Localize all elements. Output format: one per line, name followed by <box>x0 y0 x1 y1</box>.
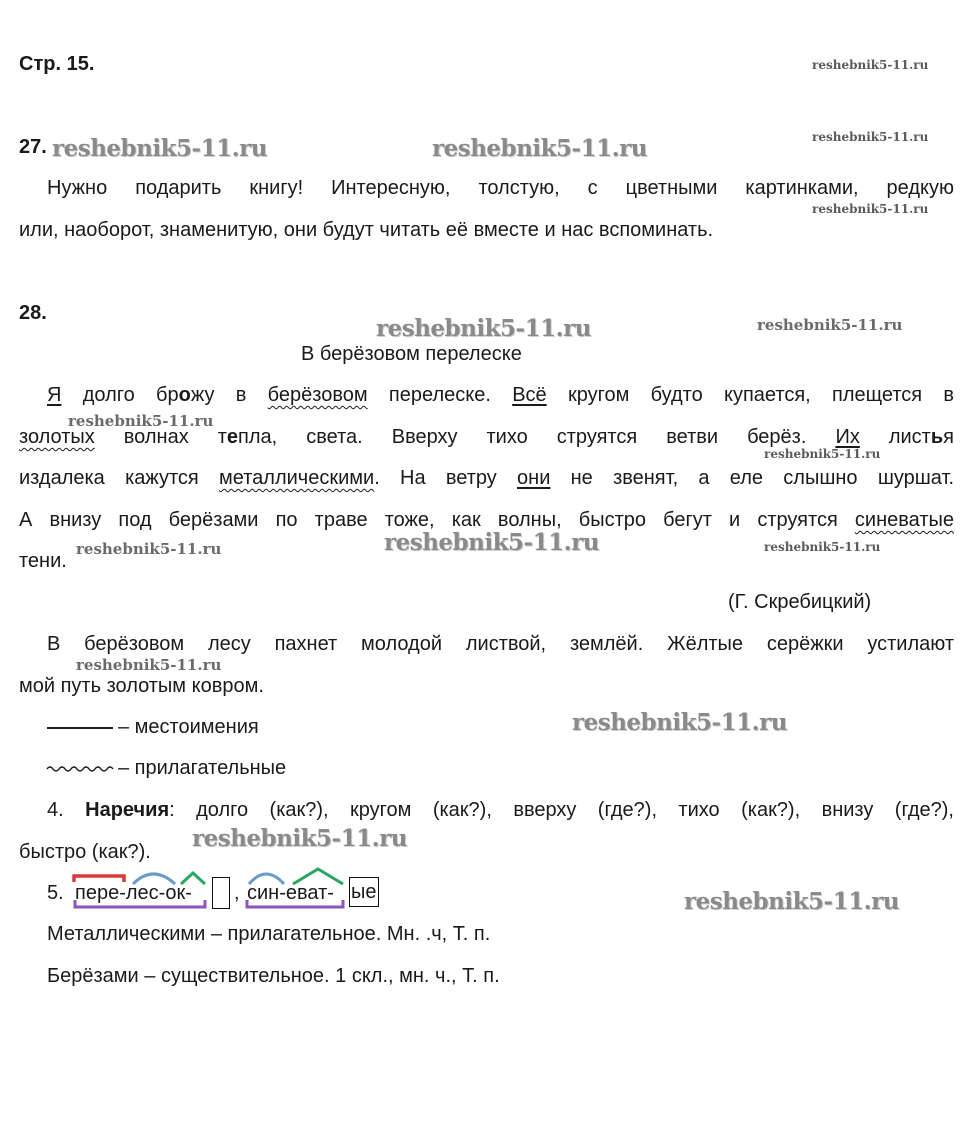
watermark: reshebnik5-11.ru <box>384 529 599 556</box>
ending-box: ые <box>349 877 379 907</box>
watermark: reshebnik5-11.ru <box>572 709 787 736</box>
pronoun: они <box>517 467 551 489</box>
ex27-line-1: Нужно подарить книгу! Интересную, толстую, с цветными картинками, редкую <box>47 177 954 199</box>
line-metallicheskimi: Металлическими – прилагательное. Мн. .ч, Т. п. <box>47 923 491 945</box>
watermark: reshebnik5-11.ru <box>376 315 591 342</box>
legend-adjectives: – прилагательные <box>118 757 287 779</box>
item-4-line-1: 4. Наречия: долго (как?), кругом (как?), вверху (где?), тихо (как?), внизу (где?), <box>47 799 954 821</box>
extra-line-2: мой путь золотым ковром. <box>19 675 264 697</box>
adjective: золотых <box>19 426 95 448</box>
watermark: reshebnik5-11.ru <box>432 135 647 162</box>
prefix-mark <box>74 876 124 882</box>
pronoun: Всё <box>512 384 547 406</box>
watermark: reshebnik5-11.ru <box>764 447 881 461</box>
suffix: -еват- <box>279 882 334 904</box>
item-5-number: 5. <box>47 882 64 904</box>
extra-line-1: В берёзовом лесу пахнет молодой листвой, землёй. Жёлтые серёжки устилают <box>47 633 954 655</box>
ex27-line-2: или, наоборот, знаменитую, они будут читать её вместе и нас вспоминать. <box>19 219 714 241</box>
root: син <box>247 882 280 904</box>
adjective: берёзовом <box>267 384 368 406</box>
suffix-mark <box>293 869 343 884</box>
text-line-1: Я долго брожу в берёзовом перелеске. Всё кругом будто купается, плещется в <box>47 384 954 406</box>
pronoun: Я <box>47 384 62 406</box>
item-4-line-2: быстро (как?). <box>19 841 151 863</box>
watermark: reshebnik5-11.ru <box>76 540 222 558</box>
suffix-mark <box>181 873 205 884</box>
watermark: reshebnik5-11.ru <box>757 316 903 334</box>
separator: , <box>234 882 240 904</box>
root-mark <box>249 874 284 884</box>
prefix: пере <box>75 882 120 904</box>
pronoun: Их <box>835 426 860 448</box>
root-mark <box>133 874 175 884</box>
watermark: reshebnik5-11.ru <box>192 825 407 852</box>
adjective: синеватые <box>854 509 954 531</box>
text-line-2: золотых волнах тепла, света. Вверху тихо струятся ветви берёз. Их листья <box>19 426 954 448</box>
stem-mark <box>75 900 205 907</box>
watermark: reshebnik5-11.ru <box>812 202 929 216</box>
text-title: В берёзовом перелеске <box>301 343 522 365</box>
line-berezami: Берёзами – существительное. 1 скл., мн. ч., Т. п. <box>47 965 500 987</box>
watermark: reshebnik5-11.ru <box>812 58 929 72</box>
word-perelesok: пере-лес-ок- <box>75 882 192 904</box>
watermark: reshebnik5-11.ru <box>52 135 267 162</box>
stem-mark <box>247 900 343 907</box>
page-title: Стр. 15. <box>19 53 95 75</box>
text-line-5: тени. <box>19 550 67 572</box>
exercise-number-28: 28. <box>19 302 47 324</box>
watermark: reshebnik5-11.ru <box>76 656 222 674</box>
author: (Г. Скребицкий) <box>728 591 872 613</box>
text-line-3: издалека кажутся металлическими. На ветру они не звенят, а еле слышно шуршат. <box>19 467 954 489</box>
exercise-number-27: 27. <box>19 136 47 158</box>
text-line-4: А внизу под берёзами по траве тоже, как волны, быстро бегут и струятся синеватые <box>19 509 954 531</box>
watermark: reshebnik5-11.ru <box>684 888 899 915</box>
watermark: reshebnik5-11.ru <box>68 412 214 430</box>
root: -лес- <box>119 882 166 904</box>
legend-pronouns: – местоимения <box>118 716 259 738</box>
watermark: reshebnik5-11.ru <box>764 540 881 554</box>
watermark: reshebnik5-11.ru <box>812 130 929 144</box>
suffix: ок <box>165 882 186 904</box>
adjective: металлическими <box>219 467 375 489</box>
